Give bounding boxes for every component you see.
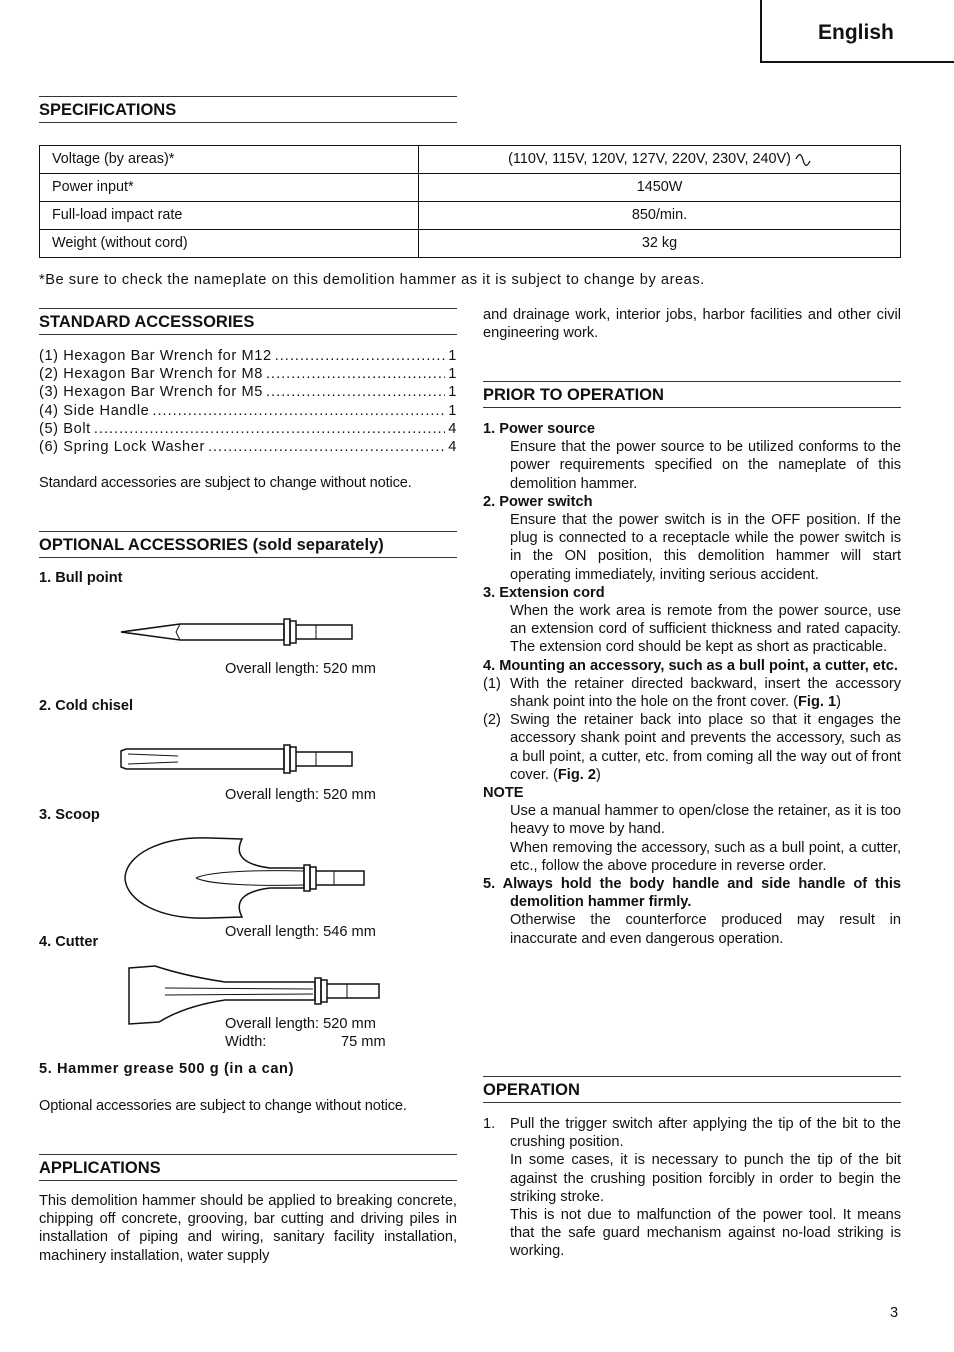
extension-cord-text: When the work area is remote from the power source, use an extension cord of sufficient thickness and rated capacity. The extension cord should be kept as short as practicable.: [510, 603, 901, 656]
optional-accessories-heading: OPTIONAL ACCESSORIES (sold separately): [39, 531, 457, 558]
table-row: [40, 230, 901, 258]
operation-step-number: 1.: [483, 1116, 496, 1132]
specifications-table: [39, 145, 901, 258]
cutter-width-value: 75 mm: [341, 1034, 386, 1050]
hold-handles-text: Otherwise the counterforce produced may result in inaccurate and even dangerous operation.: [510, 912, 901, 947]
list-item: (2) Hexagon Bar Wrench for M8 ..... 1: [39, 365, 457, 383]
applications-text-continued: and drainage work, interior jobs, harbor facilities and other civil engineering work.: [483, 307, 901, 342]
applications-text: This demolition hammer should be applied to breaking concrete, chipping off concrete, grooving, bar cutting and driving piles in installation of piping and wiring, sanitary facility installation, machinery installation, water supply: [39, 1193, 457, 1264]
list-item: (6) Spring Lock Washer ..... 4: [39, 438, 457, 456]
spec-value: 850/min.: [419, 202, 901, 230]
applications-heading: APPLICATIONS: [39, 1154, 457, 1181]
list-item: (4) Side Handle ..... 1: [39, 402, 457, 420]
table-row: [40, 146, 901, 174]
operation-text-2: In some cases, it is necessary to punch the tip of the bit against the crushing position forcibly in order to begin the striking stroke.: [510, 1152, 901, 1205]
spec-value: 32 kg: [419, 230, 901, 258]
list-item: (5) Bolt ..... 4: [39, 420, 457, 438]
mounting-step-1: (1) With the retainer directed backward, insert the accessory shank point into the hole on the front cover. (Fig. 1): [483, 675, 901, 711]
bull-point-drawing: [118, 616, 358, 648]
note-text-1: Use a manual hammer to open/close the retainer, as it is too heavy to move by hand.: [510, 803, 901, 838]
operation-heading: OPERATION: [483, 1076, 901, 1103]
cutter-length: Overall length: 520 mm: [225, 1016, 376, 1032]
prior-to-operation-content: [483, 420, 901, 948]
power-switch-title: 2. Power switch: [483, 493, 593, 510]
note-label: NOTE: [483, 785, 524, 802]
scoop-title: 3. Scoop: [39, 807, 100, 823]
hold-handles-title: 5. Always hold the body handle and side handle of this demolition hammer firmly.: [483, 876, 901, 911]
power-source-text: Ensure that the power source to be utilized conforms to the power requirements specified on the nameplate of this demolition hammer.: [510, 439, 901, 492]
standard-accessories-notice: Standard accessories are subject to change without notice.: [39, 475, 412, 491]
scoop-drawing: [120, 833, 370, 923]
bull-point-title: 1. Bull point: [39, 570, 123, 586]
operation-text-3: This is not due to malfunction of the power tool. It means that the safe guard mechanism against no-load striking is working.: [510, 1207, 901, 1260]
power-switch-text: Ensure that the power switch is in the OFF position. If the plug is connected to a receptacle while the power switch is in the ON position, this demolition hammer will start operating immediately, inviting serious accident.: [510, 512, 901, 583]
optional-accessories-notice: Optional accessories are subject to change without notice.: [39, 1098, 407, 1114]
cutter-width-label: Width:: [225, 1034, 267, 1050]
table-row: [40, 174, 901, 202]
specifications-heading: SPECIFICATIONS: [39, 96, 457, 123]
scoop-length: Overall length: 546 mm: [225, 924, 376, 940]
prior-to-operation-heading: PRIOR TO OPERATION: [483, 381, 901, 408]
alternating-current-icon: [795, 154, 811, 166]
operation-text-1: Pull the trigger switch after applying the tip of the bit to the crushing position.: [510, 1116, 901, 1151]
spec-label: Power input*: [40, 174, 419, 202]
list-item: (1) Hexagon Bar Wrench for M12 ..... 1: [39, 347, 457, 365]
power-source-title: 1. Power source: [483, 421, 595, 437]
table-row: [40, 202, 901, 230]
cold-chisel-drawing: [118, 742, 358, 776]
spec-label: Full-load impact rate: [40, 202, 419, 230]
hammer-grease-title: 5. Hammer grease 500 g (in a can): [39, 1061, 295, 1077]
cold-chisel-length: Overall length: 520 mm: [225, 787, 376, 803]
page-number: 3: [890, 1305, 899, 1321]
standard-accessories-heading: STANDARD ACCESSORIES: [39, 308, 457, 335]
mounting-accessory-title: 4. Mounting an accessory, such as a bull point, a cutter, etc.: [483, 657, 898, 674]
extension-cord-title: 3. Extension cord: [483, 584, 605, 601]
cutter-title: 4. Cutter: [39, 934, 99, 950]
bull-point-length: Overall length: 520 mm: [225, 661, 376, 677]
operation-content: [483, 1115, 901, 1261]
spec-label: Weight (without cord): [40, 230, 419, 258]
language-tab: [760, 0, 954, 63]
mounting-step-2: (2) Swing the retainer back into place so that it engages the accessory shank point and prevents the accessory, such as a bull point, a cutter, etc. from coming all the way out of front cover. (Fig. 2): [483, 712, 901, 783]
language-label: English: [818, 21, 894, 44]
note-text-2: When removing the accessory, such as a bull point, a cutter, etc., follow the above procedure in reverse order.: [510, 839, 901, 874]
standard-accessories-list: [39, 347, 457, 456]
spec-value: 1450W: [419, 174, 901, 202]
spec-label: Voltage (by areas)*: [40, 146, 419, 174]
cold-chisel-title: 2. Cold chisel: [39, 698, 134, 714]
list-item: (3) Hexagon Bar Wrench for M5 ..... 1: [39, 383, 457, 401]
specifications-note: *Be sure to check the nameplate on this demolition hammer as it is subject to change by areas.: [39, 272, 705, 288]
spec-value: (110V, 115V, 120V, 127V, 220V, 230V, 240V): [419, 146, 901, 174]
